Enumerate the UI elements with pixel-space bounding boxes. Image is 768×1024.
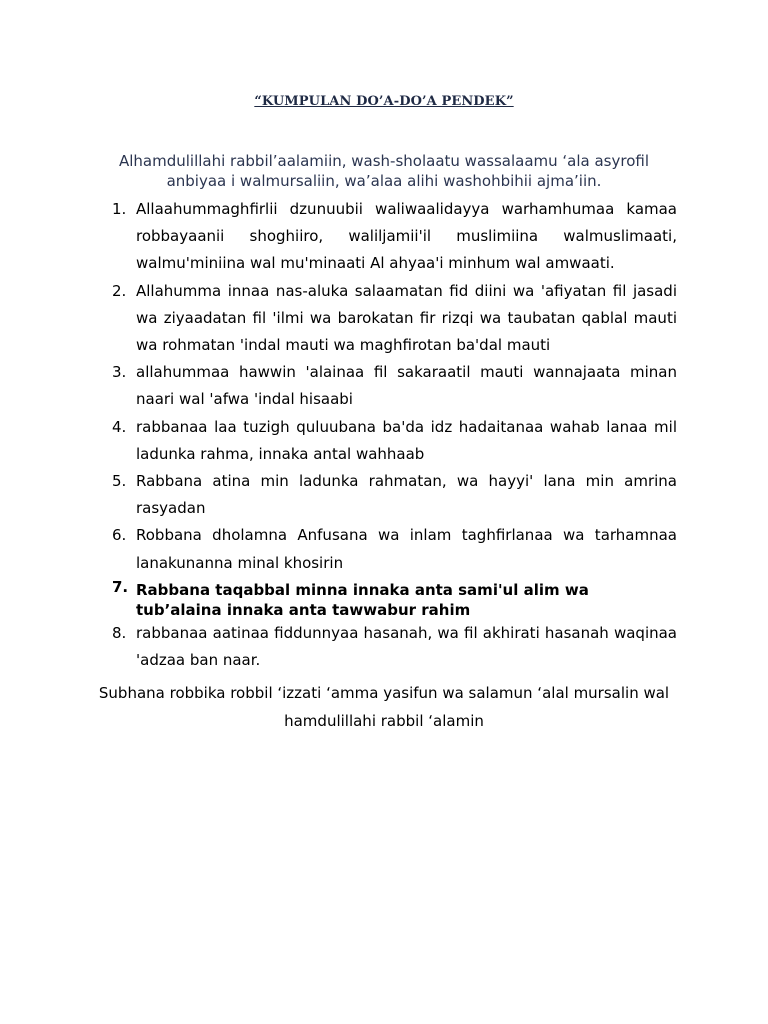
prayer-text: Allahumma innaa nas-aluka salaamatan fid diini wa 'afiyatan fil jasadi wa ziyaadatan fil 'ilmi wa barokatan fir rizqi wa taubatan qablal mauti wa rohmatan 'indal mauti wa maghfirotan ba'dal mauti bbox=[136, 281, 677, 355]
prayer-text: Allaahummaghfirlii dzunuubii waliwaalidayya warhamhumaa kamaa robbayaanii shoghiiro, waliljamii'il muslimiina walmuslimaati, walmu'miniina wal mu'minaati Al ahyaa'i minhum wal amwaati. bbox=[136, 200, 677, 273]
prayer-number: 3. bbox=[112, 363, 127, 382]
prayer-number: 8. bbox=[112, 623, 127, 642]
prayer-number: 6. bbox=[112, 526, 127, 545]
prayer-item-4 bbox=[108, 414, 677, 468]
prayer-item-1 bbox=[108, 196, 677, 278]
prayer-number: 1. bbox=[112, 200, 127, 218]
prayer-item-5 bbox=[108, 468, 677, 522]
document-title: “KUMPULAN DO’A-DO’A PENDEK” bbox=[254, 94, 514, 109]
prayer-number: 4. bbox=[112, 417, 127, 436]
prayer-item-2 bbox=[108, 278, 677, 360]
closing-prayer: Subhana robbika robbil ‘izzati ‘amma yasifun wa salamun ‘alal mursalin wal hamdulillahi rabbil ‘alamin bbox=[98, 684, 670, 730]
prayer-list bbox=[108, 196, 677, 674]
prayer-text: Rabbana atina min ladunka rahmatan, wa hayyi' lana min amrina rasyadan bbox=[136, 472, 677, 518]
prayer-item-6 bbox=[108, 522, 677, 576]
prayer-item-3 bbox=[108, 359, 677, 413]
prayer-text: allahummaa hawwin 'alainaa fil sakaraatil mauti wannajaata minan naari wal 'afwa 'indal hisaabi bbox=[136, 363, 677, 409]
prayer-number: 5. bbox=[112, 472, 127, 491]
prayer-text: Rabbana taqabbal minna innaka anta sami'ul alim wa tub’alaina innaka anta tawwabur rahim bbox=[136, 580, 589, 619]
prayer-text: rabbanaa laa tuzigh quluubana ba'da idz hadaitanaa wahab lanaa mil ladunka rahma, innaka antal wahhaab bbox=[136, 417, 677, 463]
prayer-item-7 bbox=[108, 577, 677, 620]
prayer-number: 2. bbox=[112, 281, 127, 300]
opening-prayer: Alhamdulillahi rabbil’aalamiin, wash-sholaatu wassalaamu ‘ala asyrofil anbiyaa i walmursaliin, wa’alaa alihi washohbihii ajma’iin. bbox=[118, 152, 650, 190]
prayer-number: 7. bbox=[112, 577, 129, 596]
prayer-item-8 bbox=[108, 620, 677, 674]
prayer-text: rabbanaa aatinaa fiddunnyaa hasanah, wa fil akhirati hasanah waqinaa 'adzaa ban naar. bbox=[136, 623, 677, 670]
prayer-text: Robbana dholamna Anfusana wa inlam taghfirlanaa wa tarhamnaa lanakunanna minal khosirin bbox=[136, 526, 677, 572]
